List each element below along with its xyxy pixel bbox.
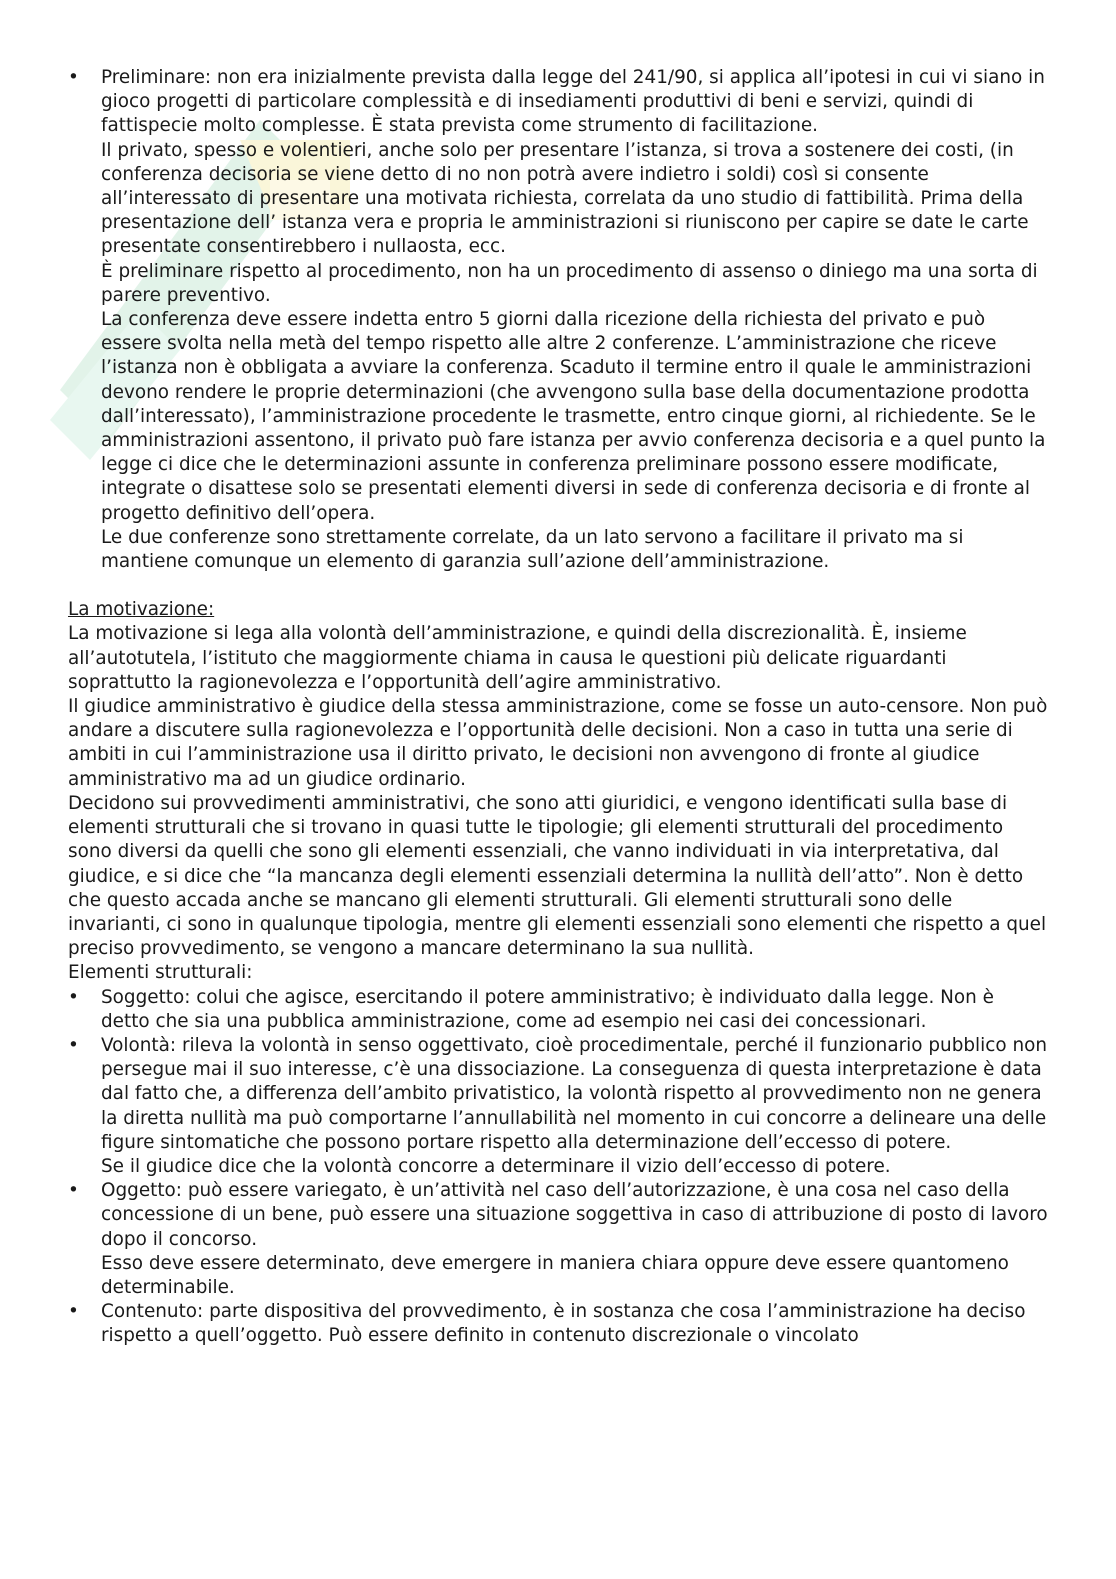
paragraph: • Contenuto: parte dispositiva del provvedimento, è in sostanza che cosa l’amministrazione ha deciso rispetto a quell’oggetto. Può essere definito in contenuto discrezionale o vincolato bbox=[101, 1301, 1026, 1347]
bullet-volonta bbox=[68, 1034, 1048, 1179]
paragraph: Esso deve essere determinato, deve emergere in maniera chiara oppure deve essere quantomeno determinabile. bbox=[101, 1252, 1009, 1298]
bullet-contenuto bbox=[68, 1300, 1048, 1348]
paragraph: • Oggetto: può essere variegato, è un’attività nel caso dell’autorizzazione, è una cosa nel caso della concessione di un bene, può essere una situazione soggettiva in caso di attribuzione di posto di lavoro dopo il concorso. bbox=[101, 1180, 1048, 1250]
paragraph: • Volontà: rileva la volontà in senso oggettivato, cioè procedimentale, perché il funzionario pubblico non persegue mai il suo interesse, c’è una dissociazione. La conseguenza di questa interpretazione è data dal fatto che, a differenza dell’ambito privatistico, la volontà rispetto al provvedimento non ne genera la diretta nullità ma può comportarne l’annullabilità nel momento in cui concorre a delineare una delle figure sintomatiche che possono portare rispetto alla determinazione dell’eccesso di potere. bbox=[101, 1034, 1048, 1153]
paragraph: Decidono sui provvedimenti amministrativi, che sono atti giuridici, e vengono identificati sulla base di elementi strutturali che si trovano in quasi tutte le tipologie; gli elementi strutturali del procedimento sono diversi da quelli che sono gli elementi essenziali, che vanno individuati in via interpretativa, dal giudice, e si dice che “la mancanza degli elementi essenziali determina la nullità dell’atto”. Non è detto che questo accada anche se mancano gli elementi strutturali. Gli elementi strutturali sono delle invarianti, ci sono in qualunque tipologia, mentre gli elementi essenziali sono elementi che rispetto a quel preciso provvedimento, se vengono a mancare determinano la sua nullità. bbox=[68, 792, 1047, 960]
paragraph: • Soggetto: colui che agisce, esercitando il potere amministrativo; è individuato dalla legge. Non è detto che sia una pubblica amministrazione, come ad esempio nei casi dei concessionari. bbox=[101, 986, 994, 1032]
document-page bbox=[68, 66, 1048, 1349]
paragraph: Il privato, spesso e volentieri, anche solo per presentare l’istanza, si trova a sostenere dei costi, (in conferenza decisoria se viene detto di no non potrà avere indietro i soldi) così si consente all’interessato di presentare una motivata richiesta, correlata da uno studio di fattibilità. Prima della presentazione dell’ istanza vera e propria le amministrazioni si riuniscono per capire se date le carte presentate consentirebbero i nullaosta, ecc. bbox=[101, 139, 1029, 258]
paragraph: La conferenza deve essere indetta entro 5 giorni dalla ricezione della richiesta del privato e può essere svolta nella metà del tempo rispetto alle altre 2 conferenze. L’amministrazione che riceve l’istanza non è obbligata a avviare la conferenza. Scaduto il termine entro il quale le amministrazioni devono rendere le proprie determinazioni (che avvengono sulla base della documentazione prodotta dall’interessato), l’amministrazione procedente le trasmette, entro cinque giorni, al richiedente. Se le amministrazioni assentono, il privato può fare istanza per avvio conferenza decisoria e a quel punto la legge ci dice che le determinazioni assunte in conferenza preliminare possono essere modificate, integrate o disattese solo se presentati elementi diversi in sede di conferenza decisoria e di fronte al progetto definitivo dell’opera. bbox=[101, 309, 1046, 524]
bullet-soggetto bbox=[68, 986, 1048, 1034]
paragraph: Le due conferenze sono strettamente correlate, da un lato servono a facilitare il privato ma si mantiene comunque un elemento di garanzia sull’azione dell’amministrazione. bbox=[101, 526, 964, 573]
paragraph: È preliminare rispetto al procedimento, non ha un procedimento di assenso o diniego ma una sorta di parere preventivo. bbox=[101, 260, 1038, 306]
section-heading-motivazione: La motivazione: bbox=[68, 599, 215, 621]
bullet-conferenza-preliminare bbox=[68, 66, 1048, 574]
paragraph: Il giudice amministrativo è giudice della stessa amministrazione, come se fosse un auto-censore. Non può andare a discutere sulla ragionevolezza e l’opportunità delle decisioni. Non a caso in tutta una serie di ambiti in cui l’amministrazione usa il diritto privato, le decisioni non avvengono di fronte al giudice amministrativo ma ad un giudice ordinario. bbox=[68, 696, 1048, 790]
paragraph: • Preliminare: non era inizialmente prevista dalla legge del 241/90, si applica all’ipotesi in cui vi siano in gioco progetti di particolare complessità e di insediamenti produttivi di beni e servizi, quindi di fattispecie molto complesse. È stata prevista come strumento di facilitazione. bbox=[101, 67, 1045, 137]
paragraph: La motivazione si lega alla volontà dell’amministrazione, e quindi della discrezionalità. È, insieme all’autotutela, l’istituto che maggiormente chiama in causa le questioni più delicate riguardanti soprattutto la ragionevolezza e l’opportunità dell’agire amministrativo. bbox=[68, 623, 967, 693]
paragraph: Se il giudice dice che la volontà concorre a determinare il vizio dell’eccesso di potere. bbox=[101, 1155, 891, 1177]
bullet-oggetto bbox=[68, 1179, 1048, 1300]
paragraph: Elementi strutturali: bbox=[68, 962, 253, 984]
